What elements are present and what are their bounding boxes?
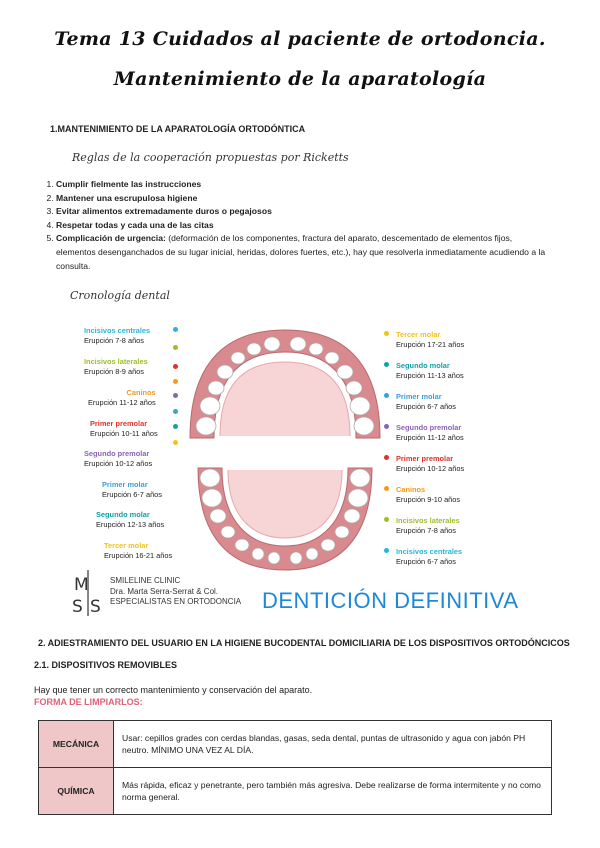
dot-right-blue (384, 393, 389, 398)
clinic-name: SMILELINE CLINIC (110, 576, 181, 585)
denticion-title: DENTICIÓN DEFINITIVA (262, 588, 519, 613)
cleaning-table (38, 720, 552, 815)
title-line-1: Tema 13 Cuidados al paciente de ortodoncia. (54, 28, 546, 50)
label-right-primer-molar: Primer molar Erupción 6-7 años (396, 392, 456, 411)
dot-right-green (384, 517, 389, 522)
label-upper-incisivos-centrales: Incisivos centrales Erupción 7-8 años (84, 326, 151, 345)
clinic-logo-icon (70, 570, 106, 616)
dot-right-yellow (384, 331, 389, 336)
dot-right-teal (384, 362, 389, 367)
label-upper-segundo-premolar: Segundo premolar Erupción 10-12 años (84, 449, 153, 468)
label-right-tercer-molar: Tercer molar Erupción 17-21 años (396, 330, 465, 349)
clinic-info (110, 576, 241, 608)
svg-text:S: S (72, 597, 83, 616)
section-2-heading: 2. ADIESTRAMIENTO DEL USUARIO EN LA HIGIENE BUCODENTAL DOMICILIARIA DE LOS DISPOSITIVOS ORTODÓNCICOS (38, 638, 570, 648)
rule-item: 1. Cumplir fielmente las instrucciones (56, 178, 546, 192)
dot-right-purple (384, 424, 389, 429)
table-key: MECÁNICA (39, 721, 114, 768)
table-key: QUÍMICA (39, 768, 114, 815)
table-value: Usar: cepillos grades con cerdas blandas, gasas, seda dental, puntas de ultrasonido y agua con jabón PH neutro. MÍNIMO UNA VEZ AL DÍA. (114, 721, 552, 768)
table-value: Más rápida, eficaz y penetrante, pero también más agresiva. Debe realizarse de forma intermitente y no como norma general. (114, 768, 552, 815)
dot-caninos (173, 379, 178, 384)
rule-item: 3. Evitar alimentos extremadamente duros o pegajosos (56, 205, 546, 219)
clinic-doctor: Dra. Marta Serra-Serrat & Col. (110, 586, 219, 596)
dot-purple (173, 393, 178, 398)
label-upper-primer-molar: Primer molar Erupción 6-7 años (102, 480, 162, 499)
svg-text:S: S (90, 597, 101, 616)
rules-heading: Reglas de la cooperación propuestas por Ricketts (72, 151, 349, 164)
label-upper-caninos: Caninos Erupción 11-12 años (88, 388, 156, 407)
section-1-heading: 1.MANTENIMIENTO DE LA APARATOLOGÍA ORTODÓNTICA (50, 124, 306, 134)
title-line-2: Mantenimiento de la aparatología (113, 68, 487, 90)
intro-text: Hay que tener un correcto mantenimiento y conservación del aparato. (34, 685, 313, 695)
dot-right-cyan (384, 548, 389, 553)
table-row (39, 768, 552, 815)
dental-arch-illustration (170, 318, 400, 588)
table-row (39, 721, 552, 768)
rule-item: 5. Complicación de urgencia: (deformación de los componentes, fractura del aparato, descementado de elementos fijos, elementos desenganchados de su lugar inicial, heridas, dolores fuertes, etc.), hay que resolverla inmediatamente acudiendo a la consulta. (56, 232, 546, 273)
section-2-1-heading: 2.1. DISPOSITIVOS REMOVIBLES (34, 660, 178, 670)
dot-right-orange (384, 486, 389, 491)
label-right-primer-premolar: Primer premolar Erupción 10-12 años (396, 454, 465, 473)
label-right-caninos: Caninos Erupción 9-10 años (396, 485, 461, 504)
dot-incisivos-laterales (173, 345, 178, 350)
dot-blue (173, 409, 178, 414)
label-right-incisivos-laterales: Incisivos laterales Erupción 7-8 años (396, 516, 460, 535)
dot-incisivos-centrales (173, 327, 178, 332)
label-right-segundo-molar: Segundo molar Erupción 11-13 años (396, 361, 464, 380)
svg-text:M: M (74, 575, 89, 595)
cronologia-heading: Cronología dental (70, 289, 170, 302)
forma-heading: FORMA DE LIMPIARLOS: (34, 697, 143, 707)
dot-right-red (384, 455, 389, 460)
rules-list (40, 178, 546, 273)
rule-item: 4. Respetar todas y cada una de las citas (56, 219, 546, 233)
rule-item: 2. Mantener una escrupulosa higiene (56, 192, 546, 206)
label-right-incisivos-centrales: Incisivos centrales Erupción 6-7 años (396, 547, 463, 566)
label-upper-primer-premolar: Primer premolar Erupción 10-11 años (90, 419, 158, 438)
dot-yellow (173, 440, 178, 445)
dot-red (173, 364, 178, 369)
dot-teal (173, 424, 178, 429)
label-right-segundo-premolar: Segundo premolar Erupción 11-12 años (396, 423, 464, 442)
label-upper-tercer-molar: Tercer molar Erupción 16-21 años (104, 541, 173, 560)
clinic-specialty: ESPECIALISTAS EN ORTODONCIA (110, 597, 242, 606)
label-upper-incisivos-laterales: Incisivos laterales Erupción 8-9 años (84, 357, 148, 376)
label-upper-segundo-molar: Segundo molar Erupción 12-13 años (96, 510, 165, 529)
